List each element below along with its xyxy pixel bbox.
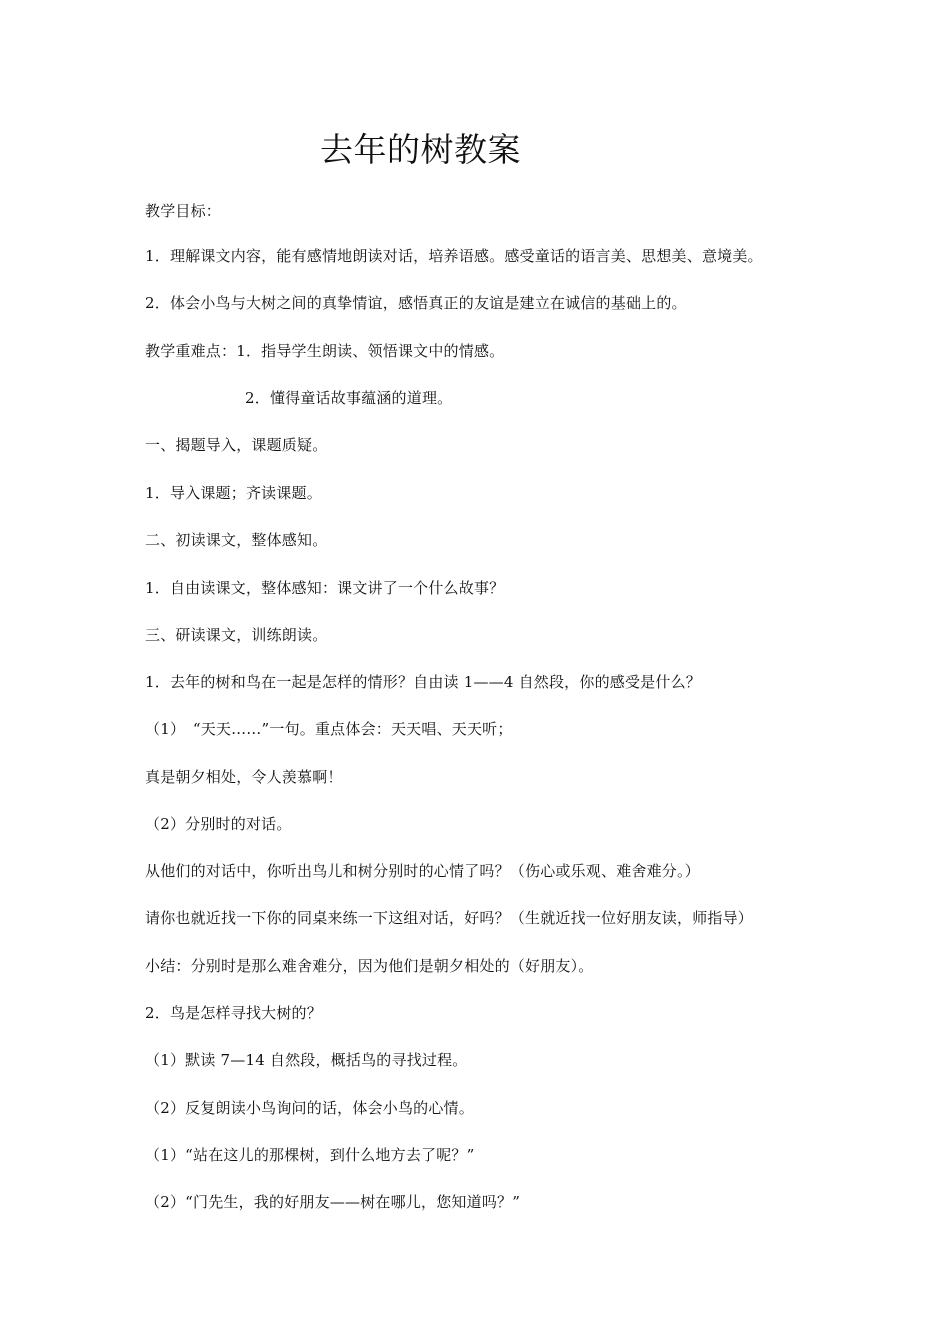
text-line-11: 1．去年的树和鸟在一起是怎样的情形？自由读 1——4 自然段，你的感受是什么？ <box>145 673 701 691</box>
text-line-19: （1）默读 7—14 自然段，概括鸟的寻找过程。 <box>145 1051 468 1069</box>
text-line-9: 1．自由读课文，整体感知：课文讲了一个什么故事？ <box>145 579 505 597</box>
text-line-7: 1．导入课题；齐读课题。 <box>145 484 322 502</box>
text-line-22: （2）“门先生，我的好朋友——树在哪儿，您知道吗？” <box>145 1193 521 1211</box>
text-line-6: 一、揭题导入，课题质疑。 <box>145 436 328 454</box>
text-line-18: 2．鸟是怎样寻找大树的？ <box>145 1004 322 1022</box>
text-line-4: 教学重难点：1．指导学生朗读、领悟课文中的情感。 <box>145 342 505 360</box>
text-line-12: （1） “天天……”一句。重点体会：天天唱、天天听； <box>145 720 513 738</box>
text-line-3: 2．体会小鸟与大树之间的真挚情谊，感悟真正的友谊是建立在诚信的基础上的。 <box>145 294 687 312</box>
text-line-20: （2）反复朗读小鸟询问的话，体会小鸟的心情。 <box>145 1099 474 1117</box>
text-line-8: 二、初读课文，整体感知。 <box>145 531 328 549</box>
text-line-2: 1．理解课文内容，能有感情地朗读对话，培养语感。感受童话的语言美、思想美、意境美。 <box>145 247 763 265</box>
text-line-5: 2．懂得童话故事蕴涵的道理。 <box>245 389 453 407</box>
text-line-10: 三、研读课文，训练朗读。 <box>145 626 328 644</box>
text-line-21: （1）“站在这儿的那棵树，到什么地方去了呢？” <box>145 1146 475 1164</box>
text-line-1: 教学目标： <box>145 202 222 220</box>
text-line-15: 从他们的对话中，你听出鸟儿和树分别时的心情了吗？（伤心或乐观、难舍难分。） <box>145 862 700 880</box>
text-line-17: 小结：分别时是那么难舍难分，因为他们是朝夕相处的（好朋友）。 <box>145 957 594 975</box>
text-line-13: 真是朝夕相处，令人羡慕啊！ <box>145 768 343 786</box>
document-title: 去年的树教案 <box>320 130 521 169</box>
text-line-14: （2）分别时的对话。 <box>145 815 292 833</box>
text-line-16: 请你也就近找一下你的同桌来练一下这组对话，好吗？（生就近找一位好朋友读，师指导） <box>145 909 754 927</box>
